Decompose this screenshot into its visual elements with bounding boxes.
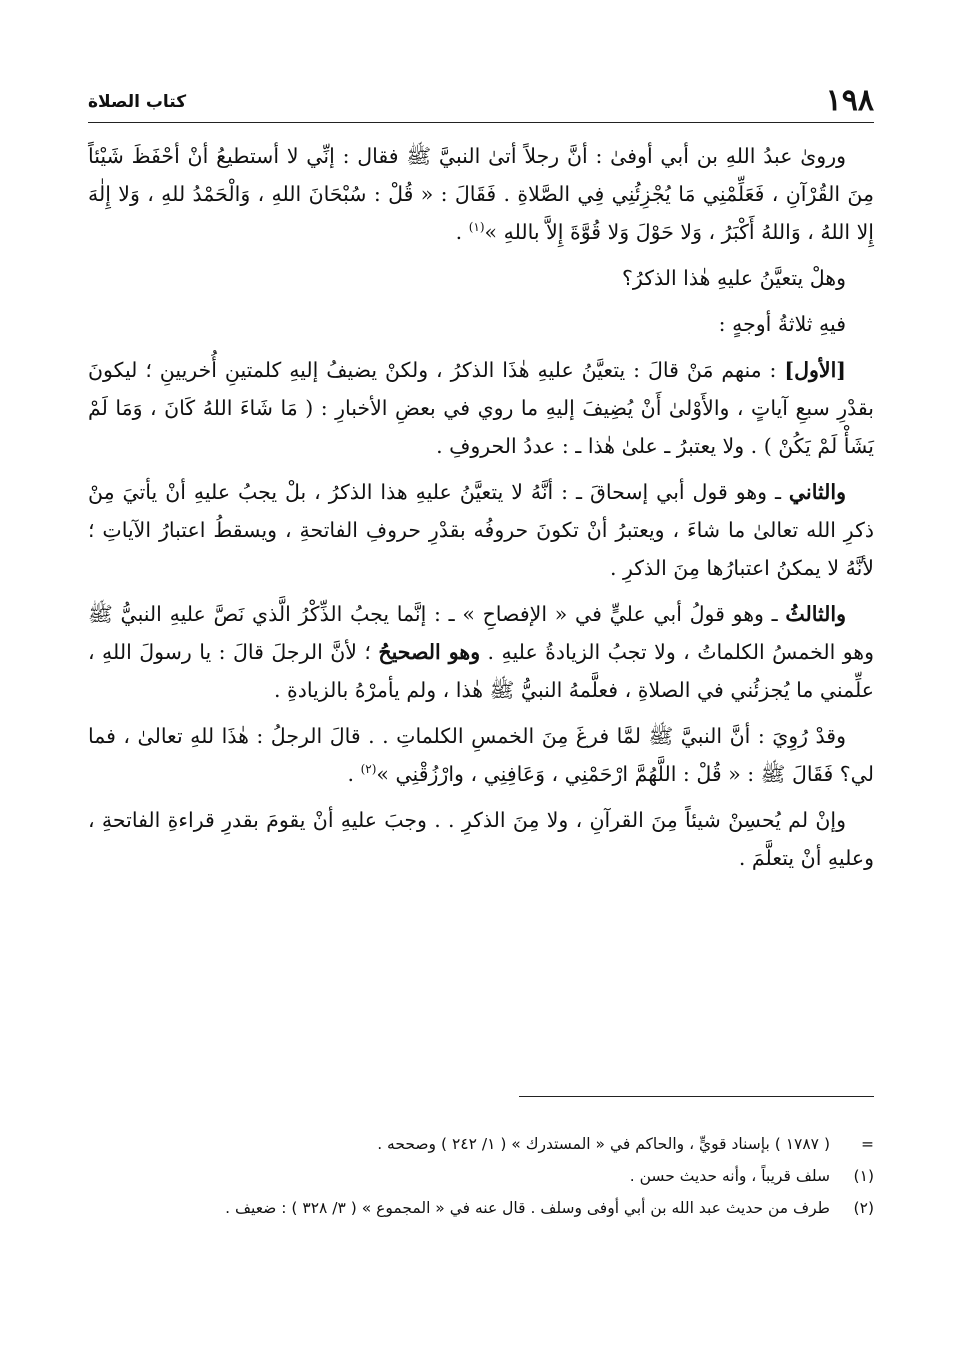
- third-view-label: والثالثُ: [785, 602, 846, 626]
- page-number: ١٩٨: [825, 83, 874, 118]
- paragraph-hadith-text: وروىٰ عبدُ اللهِ بن أبي أوفىٰ : أنَّ رجلاً أتىٰ النبيَّ ﷺ فقال : إنِّي لا أستطيعُ أنْ أحْفَظَ شَيْئاً مِنَ القُرْآنِ ، فَعَلِّمْنِي مَا يُجْزِئُنِي فِي الصَّلاةِ . فَقَالَ : « قُلْ : سُبْحَانَ اللهِ ، وَالْحَمْدُ للهِ ، وَلا إِلٰهَ إِلا اللهُ ، وَاللهُ أَكْبَرُ ، وَلا حَوْلَ وَلا قُوَّةَ إِلاَّ باللهِ »: [88, 144, 874, 244]
- main-text: [88, 137, 874, 877]
- paragraph-second-view: [88, 473, 874, 587]
- third-view-text-b: ؛ لأنَّ الرجلَ قالَ : يا رسولَ اللهِ ، علِّمني ما يُجزئُني في الصلاةِ ، فعلَّمهُ النبيُّ ﷺ هٰذا ، ولم يأمرْهُ بالزيادةِ .: [88, 640, 874, 702]
- footnote-text: سلف قريباً ، وأنه حديث حسن .: [629, 1167, 830, 1185]
- footnote-continued: [88, 1128, 874, 1160]
- paragraph-three-views-text: فيهِ ثلاثةُ أوجهٍ :: [718, 312, 846, 336]
- footnote-1: [88, 1160, 874, 1192]
- first-view-text: : منهم مَنْ قالَ : يتعيَّنُ عليهِ هٰذَا الذكرُ ، ولكنْ يضيفُ إليهِ كلمتينِ أُخريينِ ؛ ليكونَ بقدْرِ سبعِ آياتٍ ، والأَوْلىٰ أَنْ يُضِيفَ إليهِ ما روي في بعضِ الأخبارِ : ( مَا شَاءَ اللهُ كَانَ ، وَمَا لَمْ يَشَأْ لَمْ يَكُنْ ) . ولا يعتبرُ ـ علىٰ هٰذا ـ : عددُ الحروفِ .: [88, 358, 874, 458]
- footnote-text: طرف من حديث عبد الله بن أبي أوفى وسلف . قال عنه في « المجموع » ( ٣/ ٣٢٨ ) : ضعيف .: [225, 1199, 830, 1217]
- page-header: [88, 84, 874, 118]
- paragraph-third-view: [88, 595, 874, 709]
- header-rule: [88, 122, 874, 123]
- footnote-ref-2: (٢): [360, 762, 377, 777]
- running-title: كتاب الصلاة: [88, 92, 187, 112]
- correct-view-label: وهو الصحيحُ: [378, 640, 481, 664]
- paragraph-narration-text: وقدْ رُوِيَ : أنَّ النبيَّ ﷺ لمَّا فرغَ مِنَ الخمسِ الكلماتِ . . قالَ الرجلُ : هٰذَا للهِ تعالىٰ ، فما لي؟ فَقَالَ ﷺ : « قُلْ : اللَّهُمَّ ارْحَمْنِي ، وَعَافِنِي ، وارْزُقْنِي »: [88, 724, 874, 786]
- footnotes: [88, 1128, 874, 1224]
- first-view-label: [الأول]: [784, 358, 846, 382]
- footnote-mark: (٢): [853, 1199, 874, 1217]
- second-view-label: والثاني: [788, 480, 846, 504]
- paragraph-hadith: [88, 137, 874, 251]
- footnote-ref-1: (١): [468, 220, 485, 235]
- footnote-mark: =: [861, 1135, 874, 1153]
- paragraph-narration: [88, 717, 874, 793]
- paragraph-end-mark-2: .: [347, 762, 361, 786]
- paragraph-three-views: [88, 305, 874, 343]
- footnote-separator: [519, 1096, 874, 1097]
- footnote-2: [88, 1192, 874, 1224]
- footnote-text: ( ١٧٨٧ ) بإسناد قويٍّ ، والحاكم في « المستدرك » ( ١/ ٢٤٢ ) وصححه .: [377, 1135, 830, 1153]
- second-view-text: ـ وهو قول أبي إسحاقَ ـ : أنَّهُ لا يتعيَّنُ عليهِ هذا الذكرُ ، بلْ يجبُ عليهِ أنْ يأتيَ مِنْ ذكرِ الله تعالىٰ ما شاءَ ، ويعتبرُ أنْ تكونَ حروفُه بقدْرِ حروفِ الفاتحةِ ، ويسقطُ اعتبارُ الآياتِ ؛ لأنَّهُ لا يمكنُ اعتبارُها مِنَ الذكرِ .: [88, 480, 874, 580]
- paragraph-first-view: [88, 351, 874, 465]
- third-view-text-a: ـ وهو قولُ أبي عليٍّ في « الإفصاحِ » ـ : إنَّما يجبُ الذِّكْرُ الَّذي نَصَّ عليهِ النبيُّ ﷺ وهو الخمسُ الكلماتُ ، ولا تجبُ الزيادةُ عليهِ .: [88, 602, 874, 664]
- paragraph-question: [88, 259, 874, 297]
- footnote-mark: (١): [853, 1167, 874, 1185]
- paragraph-no-quran-text: وإنْ لم يُحسِنْ شيئاً مِنَ القرآنِ ، ولا مِنَ الذكرِ . . وجبَ عليهِ أنْ يقومَ بقدرِ قراءةِ الفاتحةِ ، وعليهِ أنْ يتعلَّمَ .: [88, 808, 874, 870]
- paragraph-end-mark: .: [455, 220, 469, 244]
- paragraph-no-quran: [88, 801, 874, 877]
- paragraph-question-text: وهلْ يتعيَّنُ عليهِ هٰذا الذكرُ؟: [622, 266, 846, 290]
